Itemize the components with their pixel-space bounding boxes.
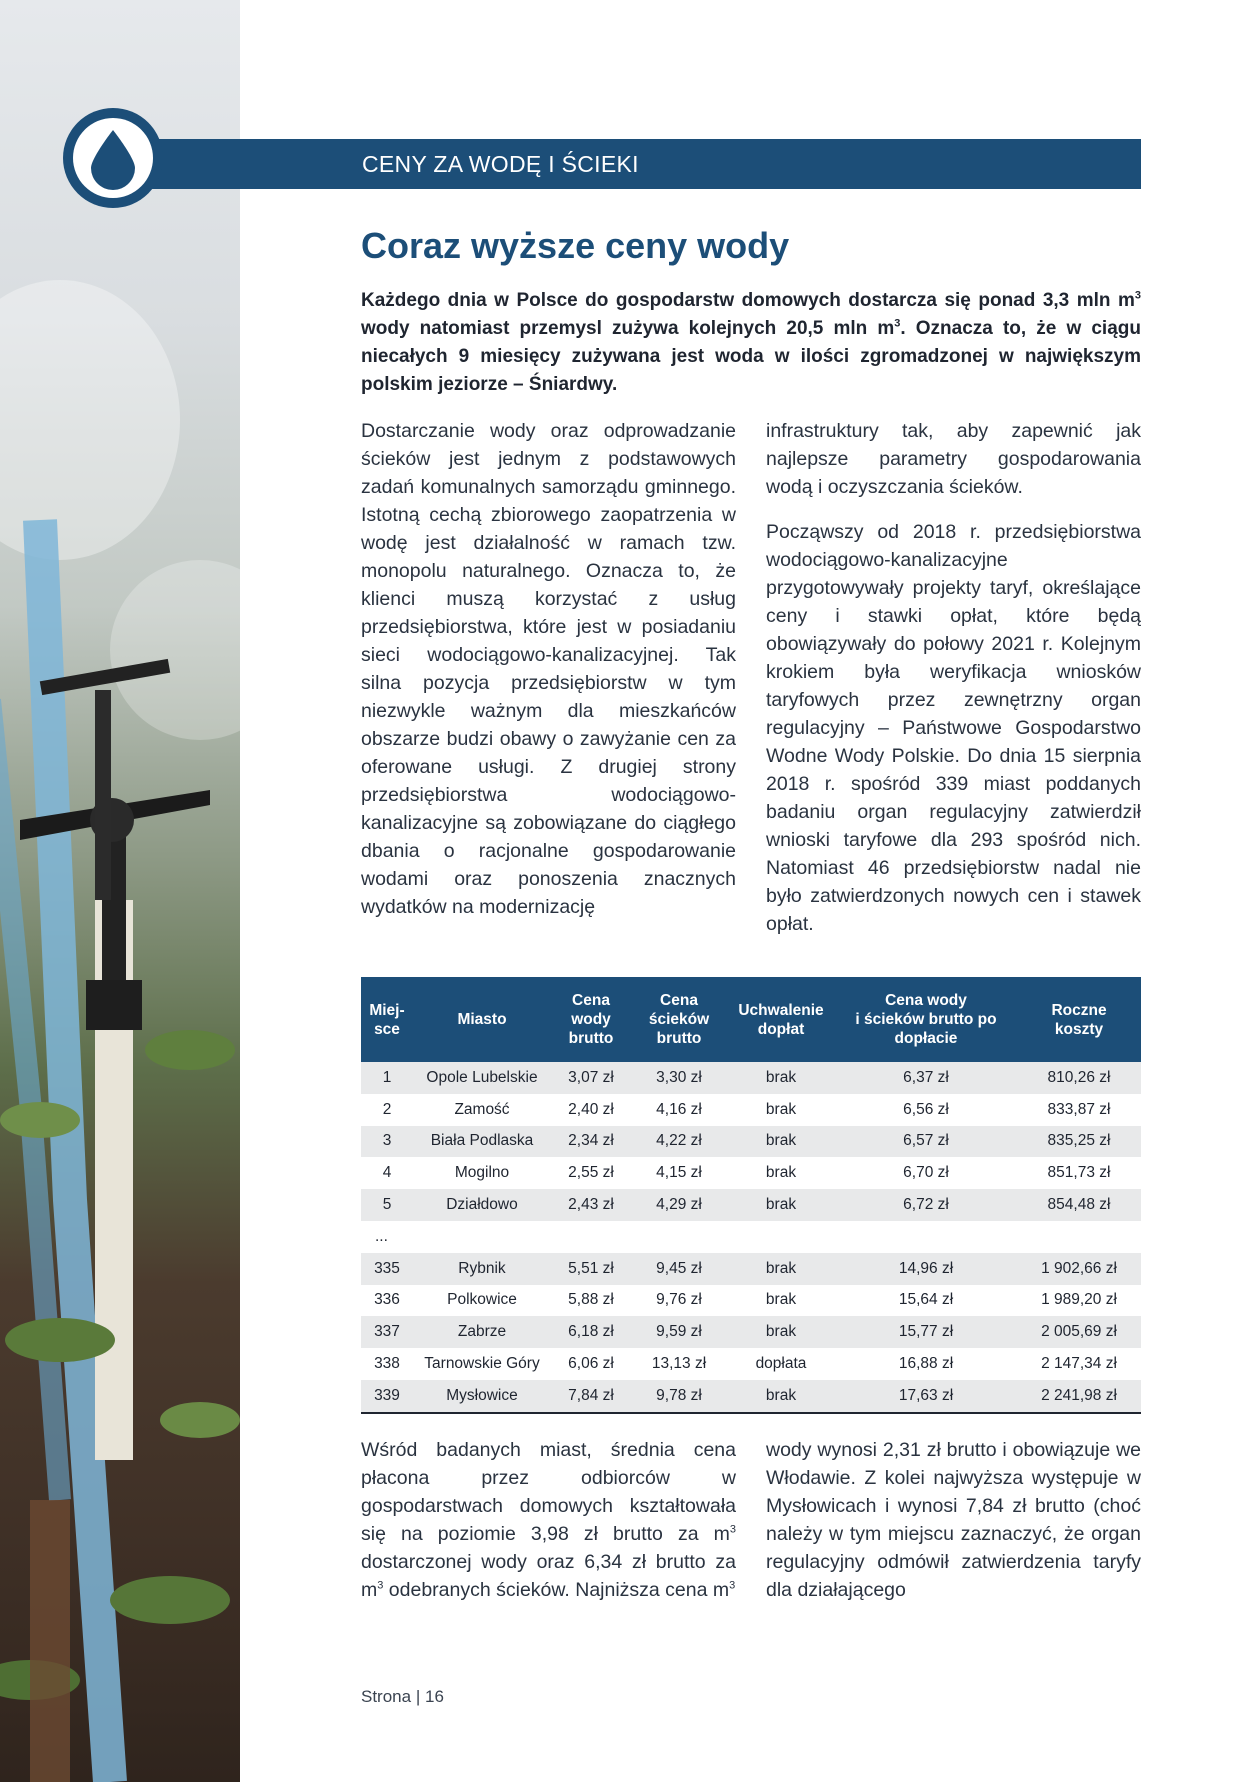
table-cell: 16,88 zł (898, 1355, 954, 1373)
water-drop-icon (87, 128, 139, 190)
table-cell: 7,84 zł (551, 1380, 631, 1413)
body-paragraph: infrastruktury tak, aby zapewnić jak najlepsze parametry gospodarowania wodą i oczyszczania ścieków. (766, 420, 1141, 498)
table-cell: 14,96 zł (835, 1253, 1017, 1285)
table-header-cell: Roczne koszty (1017, 977, 1141, 1062)
table-cell: Biała Podlaska (413, 1126, 551, 1158)
table-cell: 1 989,20 zł (1041, 1291, 1117, 1309)
article-headline: Coraz wyższe ceny wody (361, 225, 790, 266)
table-body (361, 1062, 1141, 1413)
table-cell: 2 147,34 zł (1041, 1355, 1117, 1373)
body-column-4: wody wynosi 2,31 zł brutto i obowiązuje we Włodawie. Z kolei najwyższa występuje w Mysłowicach i wynosi 7,84 zł brutto (choć należy w tym miejscu zaznaczyć, że organ regulacyjny odmówił zatwierdzenia taryfy dla działającego (766, 1439, 1141, 1601)
table-cell: 335 (361, 1253, 413, 1285)
table-cell: 6,18 zł (551, 1316, 631, 1348)
table-header-cell: Cena wody i ścieków brutto po dopłacie (835, 977, 1017, 1062)
table-cell: Zabrze (413, 1316, 551, 1348)
table-cell: 2,34 zł (551, 1126, 631, 1158)
section-title: CENY ZA WODĘ I ŚCIEKI (362, 151, 639, 177)
table-cell: 15,77 zł (835, 1316, 1017, 1348)
table-cell: 17,63 zł (835, 1380, 1017, 1413)
table-ellipsis: ... (361, 1221, 1141, 1253)
lead-paragraph: Każdego dnia w Polsce do gospodarstw domowych dostarcza się ponad 3,3 mln $m^3$ wody natomiast przemysl zużywa kolejnych 20,5 mln $m^3$. Oznacza to, że w ciągu niecałych 9 miesięcy zużywana jest woda w ilości zgromadzonej w największym polskim jeziorze – Śniardwy. (361, 289, 1141, 395)
table-header-cell: Cena wody brutto (551, 977, 631, 1062)
table-cell: 5,51 zł (551, 1253, 631, 1285)
table-cell: brak (727, 1126, 835, 1158)
table-cell: 2 (382, 1100, 392, 1118)
table-row (361, 1189, 1141, 1221)
page-number: 16 (424, 1687, 444, 1706)
table-row (361, 1348, 1141, 1380)
table-cell: 3,07 zł (551, 1062, 631, 1094)
table-cell: brak (727, 1253, 835, 1285)
table-cell: 2,43 zł (551, 1189, 631, 1221)
table-cell: 5 (361, 1189, 413, 1221)
table-cell: Zamość (454, 1100, 510, 1118)
table-cell: 2,55 zł (568, 1164, 614, 1182)
table-cell: 6,70 zł (903, 1164, 949, 1182)
table-cell: dopłata (755, 1355, 807, 1373)
body-column-3: Wśród badanych miast, średnia cena płacona przez odbiorców w gospodarstwach domowych kształtowała się na poziomie 3,98 zł brutto za $m^3$ dostarczonej wody oraz 6,34 zł brutto za $m^3$ odebranych ścieków. Najniższa cena $m^3$ (361, 1439, 736, 1601)
table-cell: Rybnik (413, 1253, 551, 1285)
table-cell: 6,56 zł (903, 1100, 949, 1118)
table-cell: 1 902,66 zł (1017, 1253, 1141, 1285)
table-header-cell: Cena ścieków brutto (631, 977, 727, 1062)
table-row (361, 1316, 1141, 1348)
table-cell: brak (727, 1316, 835, 1348)
table-header-cell: Miasto (413, 977, 551, 1062)
table-row (361, 1157, 1141, 1189)
table-cell: 5,88 zł (568, 1291, 614, 1309)
table-cell: brak (727, 1189, 835, 1221)
section-header-band (148, 139, 1141, 189)
table-cell: Działdowo (413, 1189, 551, 1221)
page-label: Strona (361, 1687, 412, 1706)
table-cell: 854,48 zł (1017, 1189, 1141, 1221)
body-paragraph: Począwszy od 2018 r. przedsiębiorstwa wodociągowo-kanalizacyjne przygotowywały projekty taryf, określające ceny i stawki opłat, które będą obowiązywały do połowy 2021 r. Kolejnym krokiem była weryfikacja wniosków taryfowych przez zewnętrzny organ regulacyjny – Państwowe Gospodarstwo Wodne Wody Polskie. Do dnia 15 sierpnia 2018 r. spośród 339 miast poddanych badaniu organ regulacyjny zatwierdził wnioski taryfowe dla 293 spośród nich. Natomiast 46 przedsiębiorstw nadal nie było zatwierdzonych nowych cen i stawek opłat. (766, 521, 1141, 935)
table-cell: Mogilno (454, 1164, 510, 1182)
table-cell: Tarnowskie Góry (424, 1355, 540, 1373)
table-row (361, 1285, 1141, 1317)
table-cell: 6,72 zł (835, 1189, 1017, 1221)
page-separator: | (415, 1687, 421, 1706)
table-cell: brak (765, 1291, 797, 1309)
table-cell: 4,15 zł (656, 1164, 702, 1182)
table-cell: Mysłowice (413, 1380, 551, 1413)
table-cell: 810,26 zł (1017, 1062, 1141, 1094)
table-cell: 4,16 zł (656, 1100, 702, 1118)
sprinkler-photo (0, 0, 240, 1782)
table-cell: 339 (361, 1380, 413, 1413)
table-cell: 4,29 zł (631, 1189, 727, 1221)
table-cell: brak (727, 1380, 835, 1413)
table-cell: 15,64 zł (898, 1291, 954, 1309)
water-price-ranking-table (361, 977, 1141, 1414)
table-header-cell: Miej- sce (361, 977, 413, 1062)
table-cell: 1 (361, 1062, 413, 1094)
table-row (361, 1126, 1141, 1158)
body-column-1: Dostarczanie wody oraz odprowadzanie ścieków jest jednym z podstawowych zadań komunalnych samorządu gminnego. Istotną cechą zbiorowego zaopatrzenia w wodę jest działalność w ramach tzw. monopolu naturalnego. Oznacza to, że klienci muszą korzystać z usług przedsiębiorstwa, które jest w posiadaniu sieci wodociągowo-kanalizacyjnej. Tak silna pozycja przedsiębiorstw w tym niezwykle ważnym dla mieszkańców obszarze budzi obawy o zawyżanie cen za oferowane usługi. Z drugiej strony przedsiębiorstwa wodociągowo-kanalizacyjne są zobowiązane do ciągłego dbania o racjonalne gospodarowanie wodami oraz ponoszenia znacznych wydatków na modernizację (361, 420, 736, 918)
table-cell: 6,57 zł (835, 1126, 1017, 1158)
page-footer (361, 1687, 444, 1707)
table-cell: brak (765, 1164, 797, 1182)
table-header-row (361, 977, 1141, 1062)
table-row (361, 1094, 1141, 1126)
table-cell: 337 (361, 1316, 413, 1348)
table-cell: 2 005,69 zł (1017, 1316, 1141, 1348)
table-cell: brak (727, 1062, 835, 1094)
table-cell: 2 241,98 zł (1017, 1380, 1141, 1413)
table-ellipsis-row (361, 1221, 1141, 1253)
table-cell: 338 (374, 1355, 400, 1373)
table-cell: 851,73 zł (1047, 1164, 1111, 1182)
table-cell: Polkowice (447, 1291, 517, 1309)
table-row (361, 1380, 1141, 1413)
table-cell: 13,13 zł (651, 1355, 707, 1373)
table-cell: brak (765, 1100, 797, 1118)
table-cell: 2,40 zł (568, 1100, 614, 1118)
section-badge (63, 108, 163, 208)
table-row (361, 1253, 1141, 1285)
table-cell: 6,06 zł (568, 1355, 614, 1373)
table-cell: 3 (361, 1126, 413, 1158)
sprinkler-illustration (0, 0, 240, 1782)
table-cell: 835,25 zł (1017, 1126, 1141, 1158)
table-cell: 9,78 zł (631, 1380, 727, 1413)
table-cell: 9,45 zł (631, 1253, 727, 1285)
table-row (361, 1062, 1141, 1094)
table-cell: 4,22 zł (631, 1126, 727, 1158)
table-header-cell: Uchwalenie dopłat (727, 977, 835, 1062)
table-cell: Opole Lubelskie (413, 1062, 551, 1094)
table-cell: 3,30 zł (631, 1062, 727, 1094)
body-column-2 (766, 417, 1141, 955)
table-cell: 336 (374, 1291, 400, 1309)
table-cell: 9,76 zł (656, 1291, 702, 1309)
table-cell: 6,37 zł (835, 1062, 1017, 1094)
table-cell: 833,87 zł (1047, 1100, 1111, 1118)
table-cell: 4 (382, 1164, 392, 1182)
table-cell: 9,59 zł (631, 1316, 727, 1348)
